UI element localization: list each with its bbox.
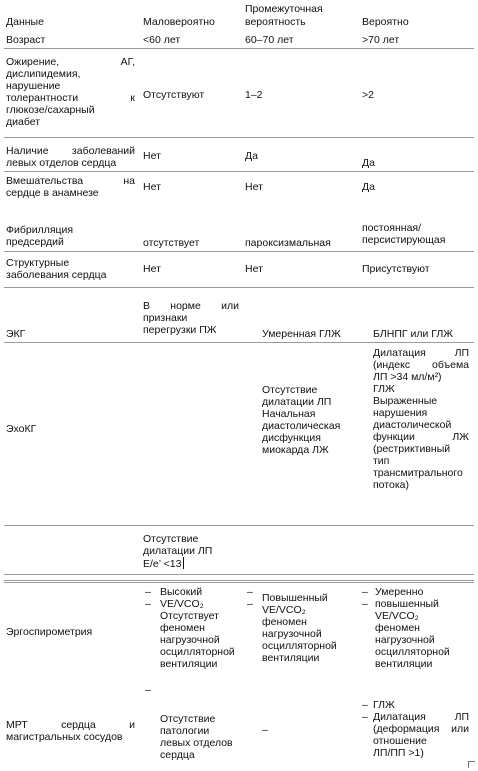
- ecg-intermediate: Умеренная ГЛЖ: [262, 328, 341, 340]
- surgery-label: Вмешательства на сердце в анамнезе: [6, 175, 135, 199]
- header-likely: Вероятно: [362, 16, 409, 28]
- mri-dash: –: [362, 699, 368, 711]
- header-intermediate-1: Промежуточная: [245, 3, 323, 15]
- obesity-label: Ожирение, АГ, дислипидемия, нарушение толерантности к глюкозе/сахарный диабет: [6, 56, 135, 128]
- divider: [4, 251, 474, 252]
- echo-likely: Дилатация ЛП (индекс объема ЛП >34 мл/м²) ГЛЖ Выраженные нарушения диастолической функции ЛЖ (рестриктивный тип трансмитрального потока): [373, 347, 469, 491]
- structural-likely: Присутствуют: [362, 263, 430, 275]
- echo-label: ЭхоКГ: [6, 423, 37, 435]
- af-label: Фибрилляция предсердий: [6, 224, 74, 248]
- mri-dash: –: [362, 711, 368, 723]
- af-intermediate: пароксизмальная: [245, 237, 331, 249]
- header-intermediate-2: вероятность: [245, 16, 306, 28]
- af-likely: постоянная/ персистирующая: [362, 222, 446, 246]
- text-cursor: [183, 557, 184, 569]
- divider: [4, 48, 474, 49]
- divider: [4, 171, 474, 172]
- header-data: Данные: [6, 16, 44, 28]
- ergo-label: Эргоспирометрия: [6, 626, 93, 638]
- header-unlikely: Маловероятно: [143, 16, 215, 28]
- ergo-dash: –: [145, 586, 151, 598]
- echo-intermediate: Отсутствие дилатации ЛП Начальная диастолическая дисфункция миокарда ЛЖ: [262, 384, 341, 456]
- age-intermediate: 60–70 лет: [245, 34, 294, 46]
- divider: [4, 525, 474, 526]
- surgery-unlikely: Нет: [143, 181, 161, 193]
- leftheart-likely: Да: [362, 157, 375, 169]
- mri-label: МРТ сердца и магистральных сосудов: [6, 719, 135, 743]
- structural-intermediate: Нет: [245, 263, 263, 275]
- divider: [4, 574, 474, 575]
- surgery-intermediate: Нет: [245, 181, 263, 193]
- mri-intermediate: –: [262, 724, 268, 736]
- af-unlikely: отсутствует: [143, 237, 200, 249]
- leftheart-unlikely: Нет: [143, 150, 161, 162]
- ergo-dash: –: [145, 598, 151, 610]
- mri-likely: ГЛЖ Дилатация ЛП (деформация или отношение ЛП/ПП >1): [373, 699, 469, 759]
- ergo-dash: –: [145, 684, 151, 696]
- surgery-likely: Да: [362, 181, 375, 193]
- ergo-dash: –: [247, 598, 253, 610]
- ergo-likely: Умеренно повышенный VE/VCO₂ феномен нагрузочной осцилляторной вентиляции: [375, 586, 450, 670]
- obesity-likely: >2: [362, 89, 374, 101]
- divider: [4, 342, 474, 343]
- page-corner-mark: [468, 761, 475, 768]
- ecg-likely: БЛНПГ или ГЛЖ: [373, 328, 453, 340]
- ergo-intermediate: Повышенный VE/VCO₂ феномен нагрузочной осцилляторной вентиляции: [262, 592, 337, 664]
- leftheart-label: Наличие заболеваний левых отделов сердца: [6, 145, 135, 169]
- structural-label: Структурные заболевания сердца: [6, 257, 107, 281]
- divider-double: [4, 580, 474, 583]
- obesity-intermediate: 1–2: [245, 89, 263, 101]
- ergo-dash: –: [247, 586, 253, 598]
- age-likely: >70 лет: [362, 34, 400, 46]
- structural-unlikely: Нет: [143, 263, 161, 275]
- ecg-label: ЭКГ: [6, 328, 26, 340]
- divider: [4, 137, 474, 138]
- age-label: Возраст: [6, 34, 46, 46]
- obesity-unlikely: Отсутствуют: [143, 89, 205, 101]
- age-unlikely: <60 лет: [143, 34, 181, 46]
- echo-unlikely: Отсутствие дилатации ЛП E/e’ <13: [143, 533, 213, 570]
- mri-unlikely: Отсутствие патологии левых отделов сердца: [160, 713, 233, 761]
- leftheart-intermediate: Да: [245, 150, 258, 162]
- ergo-unlikely: Высокий VE/VCO₂ Отсутствует феномен нагрузочной осцилляторной вентиляции: [160, 586, 235, 670]
- ergo-dash: –: [362, 586, 368, 598]
- ergo-dash: –: [362, 598, 368, 610]
- divider: [4, 287, 474, 288]
- ecg-unlikely: В норме или признаки перегрузки ПЖ: [143, 300, 239, 336]
